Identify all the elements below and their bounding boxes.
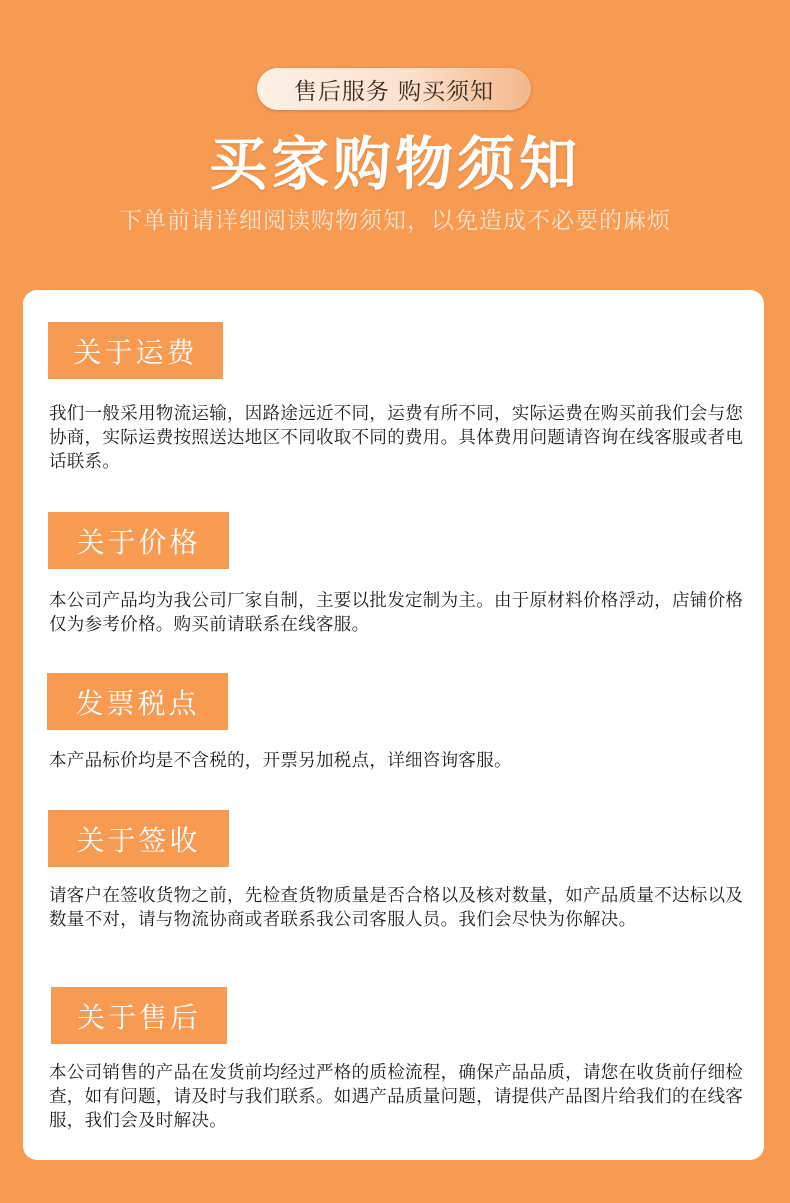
section-heading-price: 关于价格 — [48, 512, 229, 569]
header-pill-label: 售后服务 购买须知 — [257, 68, 531, 110]
section-text-invoice: 本产品标价均是不含税的，开票另加税点，详细咨询客服。 — [49, 751, 512, 771]
section-text-shipping: 我们一般采用物流运输，因路途远近不同，运费有所不同，实际运费在购买前我们会与您协商，实际运费按照送达地区不同收取不同的费用。具体费用问题请咨询在线客服或者电话联系。 — [49, 404, 744, 472]
section-heading-after-sales: 关于售后 — [51, 987, 227, 1044]
page-title: 买家购物须知 — [208, 130, 581, 198]
section-text-price: 本公司产品均为我公司厂家自制，主要以批发定制为主。由于原材料价格浮动，店铺价格仅为参考价格。购买前请联系在线客服。 — [49, 591, 744, 635]
section-text-receipt: 请客户在签收货物之前，先检查货物质量是否合格以及核对数量，如产品质量不达标以及数量不对，请与物流协商或者联系我公司客服人员。我们会尽快为你解决。 — [49, 886, 744, 930]
section-heading-shipping: 关于运费 — [48, 322, 223, 379]
page-subtitle: 下单前请详细阅读购物须知，以免造成不必要的麻烦 — [119, 208, 671, 234]
section-text-after-sales: 本公司销售的产品在发货前均经过严格的质检流程，确保产品品质，请您在收货前仔细检查，如有问题，请及时与我们联系。如遇产品质量问题，请提供产品图片给我们的在线客服，我们会及时解决。 — [49, 1063, 744, 1131]
section-heading-invoice: 发票税点 — [47, 673, 228, 730]
section-heading-receipt: 关于签收 — [48, 810, 229, 867]
